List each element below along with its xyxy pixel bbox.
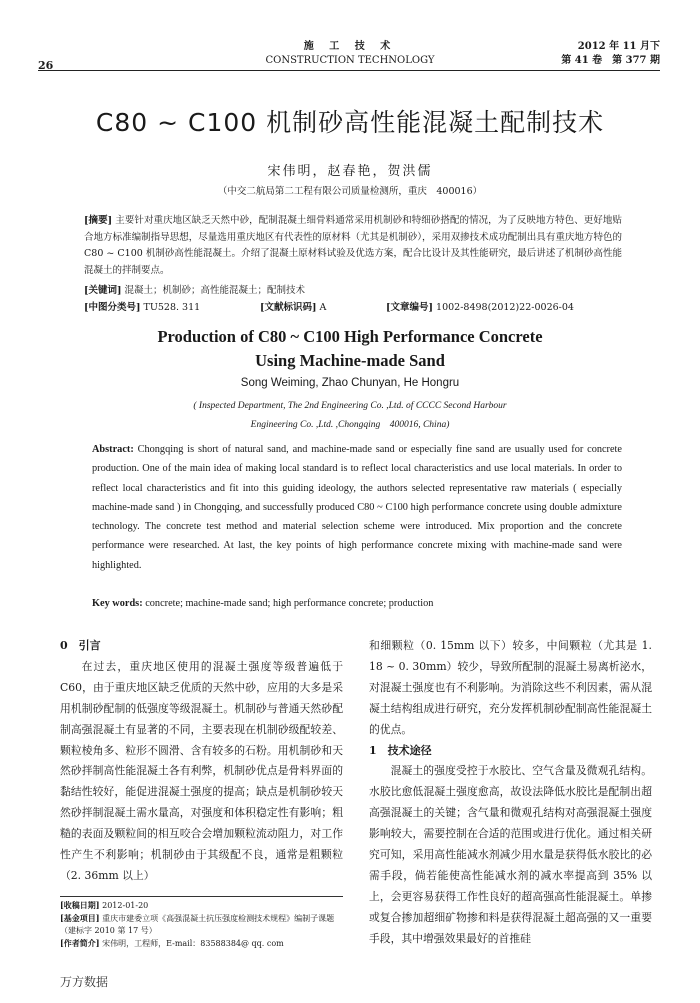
authors-cn: 宋伟明，赵春艳，贺洪儒 [267, 164, 433, 179]
volume-issue: 第 41 卷 第 377 期 [561, 55, 660, 66]
section-heading-technical-approach: 1 技术途径 [369, 743, 432, 757]
paper-title-cn: C80 ~ C100 机制砂高性能混凝土配制技术 [95, 108, 605, 137]
section-heading-introduction: 0 引言 [60, 639, 101, 652]
keywords-en-text: concrete; machine-made sand; high performance concrete; production [145, 598, 434, 609]
abstract-en-text: Chongqing is short of natural sand, and machine-made sand or especially fine sand are usually used for concrete production. One of the main idea of making local standard is to reflect local characteristics and use local materials. In order to reflect local characteristics and fit into this guiding ideology, the authors selected representative raw materials ( especially machine-made sand ) in Chongqing, and successfully produced C80 ~ C100 high performance concrete using double admixture technology. The concrete test method and material selection scheme were introduced. Mix proportion and the concrete performance were researched. At last, the key points of high performance concrete mixing with machine-made sand were highlighted. [92, 444, 622, 571]
header-rule [38, 70, 660, 71]
doc-code: [文献标识码] A [260, 302, 327, 313]
keywords-cn [84, 282, 622, 296]
affiliation-en [0, 397, 700, 435]
affiliation-cn: （中交二航局第二工程有限公司质量检测所，重庆 400016） [217, 186, 483, 197]
journal-name-cn: 施 工 技 术 [303, 41, 397, 52]
introduction-continued-paragraph: 和细颗粒（0. 15mm 以下）较多，中间颗粒（尤其是 1. 18 ~ 0. 30mm）较少，导致所配制的混凝土易离析泌水，对混凝土强度也有不利影响。为消除这些不利因素，需从混凝土结构组成进行研究，充分发挥机制砂配制高性能混凝土的优点。 [369, 639, 652, 736]
body-left-column [60, 636, 343, 887]
footnote-fund: [基金项目] 重庆市建委立项《高强混凝土抗压强度检测技术规程》编制子课题（建标字 2010 第 17 号） [60, 913, 335, 935]
issue-date: 2012 年 11 月下 [577, 41, 660, 52]
abstract-en-label: Abstract: [92, 444, 134, 455]
body-right-column [369, 636, 652, 950]
article-number: [文章编号] 1002-8498(2012)22-0026-04 [386, 302, 574, 313]
keywords-cn-label: [关键词] [84, 285, 122, 296]
journal-name-en: CONSTRUCTION TECHNOLOGY [265, 55, 435, 66]
footnote-author: [作者简介] 宋伟明，工程师，E-mail：83588384@ qq. com [60, 938, 284, 948]
abstract-cn [84, 213, 622, 279]
issue-info [561, 40, 660, 68]
authors-en: Song Weiming, Zhao Chunyan, He Hongru [240, 377, 460, 389]
introduction-paragraph: 在过去，重庆地区使用的混凝土强度等级普遍低于 C60，由于重庆地区缺乏优质的天然中砂，应用的大多是采用机制砂配制的低强度等级混凝土。机制砂与普通天然砂配制高强混凝土有显著的不同，主要表现在机制砂级配较差、颗粒棱角多、粒形不圆滑、含有较多的石粉。用机制砂和天然砂拌制高性能混凝土各有利弊，机制砂优点是骨料界面的黏结性较好，能促进混凝土强度的提高；缺点是机制砂较天然砂拌制混凝土需水量高，对强度和体积稳定性有影响；粗糙的表面及颗粒间的相互咬合会增加颗粒流动阻力，对工作性产生不利影响；机制砂由于其级配不良，通常是粗颗粒（2. 36mm 以上） [60, 659, 343, 882]
paper-title-en-line2: Using Machine-made Sand [255, 351, 445, 370]
abstract-cn-text: 主要针对重庆地区缺乏天然中砂，配制混凝土细骨料通常采用机制砂和特细砂搭配的情况，为了反映地方特色、更好地贴合地方标准编制指导思想，尽量选用重庆地区有代表性的原材料（尤其是机制砂），采用双掺技术成功配制出具有重庆地方特色的 C80 ~ C100 机制砂高性能混凝土。介绍了混凝土原材料试验及优选方案，配合比设计及其性能研究，最后讲述了机制砂高性能混凝土的拌制要点。 [84, 215, 622, 276]
keywords-cn-text: 混凝土；机制砂；高性能混凝土；配制技术 [124, 285, 306, 296]
footnote-received: [收稿日期] 2012-01-20 [60, 900, 149, 910]
affiliation-en-line2: Engineering Co. ,Ltd. ,Chongqing 400016, China) [250, 420, 450, 430]
keywords-en [92, 598, 622, 609]
footnote-rule [60, 896, 343, 897]
footnotes [60, 899, 343, 950]
keywords-en-label: Key words: [92, 598, 143, 609]
paper-title-en [0, 325, 700, 373]
page-number: 26 [38, 59, 54, 72]
abstract-cn-label: [摘要] [84, 215, 113, 226]
paper-title-en-line1: Production of C80 ~ C100 High Performance Concrete [157, 327, 543, 346]
clc-number: [中图分类号] TU528. 311 [84, 302, 201, 313]
watermark-text: 万方数据 [60, 975, 109, 989]
technical-approach-paragraph: 混凝土的强度受控于水胶比、空气含量及微观孔结构。水胶比愈低混凝土强度愈高，故设法降低水胶比是配制出超高强混凝土的关键；含气量和微观孔结构对高强混凝土强度影响较大，需要控制在合适的范围或进行优化。通过相关研究可知，采用高性能减水剂减少用水量是获得低水胶比的必需手段，倘若能使高性能减水剂的减水率提高到 35% 以上，会更容易获得工作性良好的超高强高性能混凝土。单掺或复合掺加超细矿物掺和料是获得混凝土超高强的又一重要手段，其中增强效果最好的首推硅 [369, 764, 652, 945]
affiliation-en-line1: ( Inspected Department, The 2nd Engineering Co. ,Ltd. of CCCC Second Harbour [193, 401, 507, 411]
abstract-en [92, 440, 622, 575]
